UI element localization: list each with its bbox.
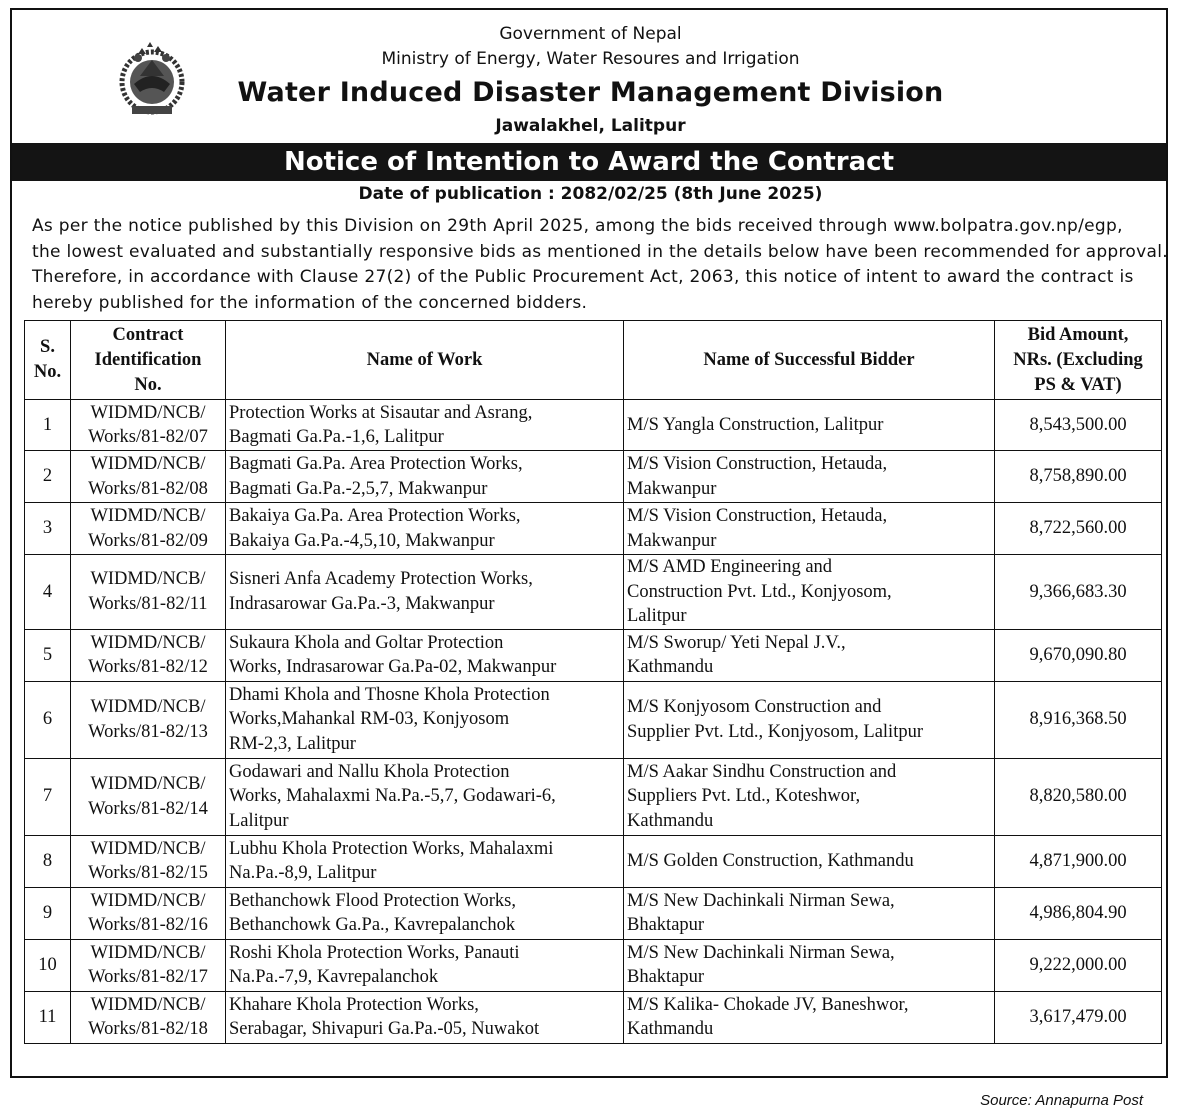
contract-id-line: WIDMD/NCB/: [90, 454, 206, 474]
bid-amount-cell: 9,670,090.80: [995, 629, 1162, 681]
contract-id-cell: [71, 758, 226, 835]
work-line: Works, Indrasarowar Ga.Pa-02, Makwanpur: [229, 657, 557, 677]
contract-id-cell: [71, 400, 226, 451]
name-of-work-cell: [226, 629, 624, 681]
contract-id-line: WIDMD/NCB/: [90, 569, 206, 590]
government-name: Government of Nepal: [499, 24, 682, 44]
contract-id-line: WIDMD/NCB/: [90, 942, 206, 963]
work-line: Roshi Khola Protection Works, Panauti: [229, 942, 520, 963]
bidder-line: M/S Sworup/ Yeti Nepal J.V.,: [627, 632, 846, 653]
successful-bidder-cell: [624, 939, 995, 991]
bidder-line: M/S New Dachinkali Nirman Sewa,: [627, 890, 895, 911]
bidder-line: Suppliers Pvt. Ltd., Koteshwor,: [627, 786, 861, 807]
work-line: Bagmati Ga.Pa.-1,6, Lalitpur: [229, 427, 444, 447]
name-of-work-cell: [226, 758, 624, 835]
work-line: Sisneri Anfa Academy Protection Works,: [229, 569, 533, 590]
header-successful-bidder: [624, 321, 995, 400]
name-of-work-cell: [226, 681, 624, 758]
contract-id-line: Works/81-82/15: [88, 863, 208, 883]
bidder-line: Kathmandu: [627, 810, 714, 831]
table-row: [25, 887, 1162, 939]
contract-id-cell: [71, 451, 226, 503]
serial-number-cell: 10: [25, 939, 71, 991]
bidder-line: Bhaktapur: [627, 967, 705, 987]
table-row: [25, 400, 1162, 451]
bid-amount-cell: 3,617,479.00: [995, 991, 1162, 1043]
bid-amount-cell: 9,222,000.00: [995, 939, 1162, 991]
successful-bidder-cell: [624, 681, 995, 758]
bid-amount-cell: 4,986,804.90: [995, 887, 1162, 939]
work-line: Protection Works at Sisautar and Asrang,: [229, 402, 533, 423]
paragraph-line: hereby published for the information of the concerned bidders.: [32, 292, 588, 313]
bidder-line: M/S AMD Engineering and: [627, 557, 833, 577]
notice-title: Notice of Intention to Award the Contract: [12, 143, 1166, 181]
header-bid-amount: [995, 321, 1162, 400]
serial-number-cell: 3: [25, 503, 71, 555]
notice-paragraph: [32, 214, 1168, 316]
contract-id-line: Works/81-82/16: [88, 915, 208, 935]
table-row: [25, 758, 1162, 835]
name-of-work-cell: [226, 400, 624, 451]
successful-bidder-cell: [624, 503, 995, 555]
bidder-line: M/S Vision Construction, Hetauda,: [627, 454, 888, 474]
table-row: [25, 991, 1162, 1043]
work-line: Works, Mahalaxmi Na.Pa.-5,7, Godawari-6,: [229, 786, 556, 807]
header-line: Contract: [112, 324, 184, 345]
bidder-line: Kathmandu: [627, 657, 714, 677]
work-line: Bethanchowk Flood Protection Works,: [229, 890, 516, 911]
header-line: PS & VAT): [1034, 374, 1122, 395]
header-line: Identification: [94, 349, 202, 370]
table-row: [25, 681, 1162, 758]
table-row: [25, 835, 1162, 887]
contract-id-line: Works/81-82/08: [88, 478, 208, 499]
bidder-line: M/S Vision Construction, Hetauda,: [627, 506, 888, 526]
work-line: RM-2,3, Lalitpur: [229, 733, 356, 754]
contract-id-line: WIDMD/NCB/: [90, 697, 206, 717]
name-of-work-cell: [226, 555, 624, 630]
header-serial-number: [25, 321, 71, 400]
work-line: Bethanchowk Ga.Pa., Kavrepalanchok: [229, 915, 516, 935]
work-line: Lalitpur: [229, 810, 289, 831]
successful-bidder-cell: [624, 887, 995, 939]
bid-amount-cell: 8,758,890.00: [995, 451, 1162, 503]
contract-id-line: Works/81-82/12: [88, 657, 208, 677]
contract-id-cell: [71, 681, 226, 758]
contract-id-cell: [71, 503, 226, 555]
name-of-work-cell: [226, 991, 624, 1043]
work-line: Dhami Khola and Thosne Khola Protection: [229, 684, 550, 705]
contract-id-cell: [71, 887, 226, 939]
successful-bidder-cell: [624, 991, 995, 1043]
work-line: Godawari and Nallu Khola Protection: [229, 761, 510, 782]
contract-id-line: Works/81-82/17: [88, 967, 208, 987]
bidder-line: Bhaktapur: [627, 915, 705, 935]
header-line: Name of Work: [366, 349, 483, 370]
award-table: [24, 320, 1162, 1044]
contract-id-cell: [71, 939, 226, 991]
header-contract-id: [71, 321, 226, 400]
award-table-body: [25, 400, 1162, 1044]
contract-id-line: Works/81-82/11: [88, 593, 208, 614]
bidder-line: M/S Yangla Construction, Lalitpur: [627, 414, 884, 435]
table-header-row: [25, 321, 1162, 400]
name-of-work-cell: [226, 835, 624, 887]
work-line: Khahare Khola Protection Works,: [229, 994, 479, 1015]
name-of-work-cell: [226, 451, 624, 503]
contract-id-line: WIDMD/NCB/: [90, 402, 206, 423]
contract-id-line: Works/81-82/09: [88, 530, 208, 551]
contract-id-line: Works/81-82/18: [88, 1019, 208, 1039]
table-row: [25, 451, 1162, 503]
serial-number-cell: 8: [25, 835, 71, 887]
contract-id-cell: [71, 629, 226, 681]
table-row: [25, 939, 1162, 991]
bid-amount-cell: 9,366,683.30: [995, 555, 1162, 630]
bidder-line: M/S Golden Construction, Kathmandu: [627, 850, 914, 871]
contract-id-cell: [71, 991, 226, 1043]
paragraph-line: the lowest evaluated and substantially responsive bids as mentioned in the details below have been recommended for approval.: [32, 241, 1168, 262]
contract-id-line: WIDMD/NCB/: [90, 774, 206, 794]
work-line: Bakaiya Ga.Pa. Area Protection Works,: [229, 506, 521, 526]
bidder-line: Makwanpur: [627, 530, 717, 551]
bid-amount-cell: 8,820,580.00: [995, 758, 1162, 835]
successful-bidder-cell: [624, 629, 995, 681]
work-line: Na.Pa.-8,9, Lalitpur: [229, 863, 377, 883]
work-line: Na.Pa.-7,9, Kavrepalanchok: [229, 967, 439, 987]
table-row: [25, 555, 1162, 630]
successful-bidder-cell: [624, 400, 995, 451]
header-line: Bid Amount,: [1027, 324, 1129, 345]
contract-id-cell: [71, 835, 226, 887]
work-line: Bagmati Ga.Pa.-2,5,7, Makwanpur: [229, 478, 488, 499]
successful-bidder-cell: [624, 758, 995, 835]
header-line: Name of Successful Bidder: [703, 349, 915, 370]
contract-id-line: Works/81-82/14: [88, 798, 208, 819]
contract-id-line: Works/81-82/07: [88, 427, 208, 447]
bidder-line: M/S Konjyosom Construction and: [627, 697, 882, 717]
contract-id-line: WIDMD/NCB/: [90, 838, 206, 859]
serial-number-cell: 11: [25, 991, 71, 1043]
serial-number-cell: 9: [25, 887, 71, 939]
serial-number-cell: 6: [25, 681, 71, 758]
successful-bidder-cell: [624, 835, 995, 887]
serial-number-cell: 2: [25, 451, 71, 503]
serial-number-cell: 5: [25, 629, 71, 681]
successful-bidder-cell: [624, 555, 995, 630]
bidder-line: Construction Pvt. Ltd., Konjyosom,: [627, 581, 892, 602]
bidder-line: Makwanpur: [627, 478, 717, 499]
bid-amount-cell: 8,916,368.50: [995, 681, 1162, 758]
bid-amount-cell: 8,543,500.00: [995, 400, 1162, 451]
header-line: S.: [40, 337, 55, 357]
work-line: Sukaura Khola and Goltar Protection: [229, 632, 504, 653]
contract-id-cell: [71, 555, 226, 630]
work-line: Serabagar, Shivapuri Ga.Pa.-05, Nuwakot: [229, 1019, 540, 1039]
bidder-line: Kathmandu: [627, 1019, 714, 1039]
paragraph-line: As per the notice published by this Division on 29th April 2025, among the bids received through www.bolpatra.gov.np/egp,: [32, 216, 1123, 236]
work-line: Lubhu Khola Protection Works, Mahalaxmi: [229, 838, 554, 859]
name-of-work-cell: [226, 503, 624, 555]
contract-id-line: Works/81-82/13: [88, 721, 208, 742]
ministry-name: Ministry of Energy, Water Resoures and Irrigation: [381, 49, 800, 69]
serial-number-cell: 7: [25, 758, 71, 835]
bid-amount-cell: 8,722,560.00: [995, 503, 1162, 555]
table-row: [25, 503, 1162, 555]
work-line: Works,Mahankal RM-03, Konjyosom: [229, 709, 510, 730]
serial-number-cell: 1: [25, 400, 71, 451]
header-name-of-work: [226, 321, 624, 400]
contract-id-line: WIDMD/NCB/: [90, 890, 206, 911]
bidder-line: M/S Kalika- Chokade JV, Baneshwor,: [627, 994, 909, 1015]
paragraph-line: Therefore, in accordance with Clause 27(2) of the Public Procurement Act, 2063, this notice of intent to award the contract is: [32, 267, 1134, 287]
bidder-line: Supplier Pvt. Ltd., Konjyosom, Lalitpur: [627, 721, 923, 742]
name-of-work-cell: [226, 939, 624, 991]
division-name: Water Induced Disaster Management Division: [237, 77, 944, 108]
name-of-work-cell: [226, 887, 624, 939]
work-line: Indrasarowar Ga.Pa.-3, Makwanpur: [229, 593, 495, 614]
division-location: Jawalakhel, Lalitpur: [495, 116, 686, 136]
header-line: No.: [33, 362, 62, 382]
publication-date: Date of publication : 2082/02/25 (8th June 2025): [358, 184, 823, 204]
header-line: NRs. (Excluding: [1013, 349, 1143, 370]
contract-id-line: WIDMD/NCB/: [90, 994, 206, 1015]
table-row: [25, 629, 1162, 681]
contract-id-line: WIDMD/NCB/: [90, 632, 206, 653]
contract-id-line: WIDMD/NCB/: [90, 506, 206, 526]
bidder-line: M/S New Dachinkali Nirman Sewa,: [627, 942, 895, 963]
bidder-line: M/S Aakar Sindhu Construction and: [627, 761, 897, 782]
serial-number-cell: 4: [25, 555, 71, 630]
header-line: No.: [134, 374, 162, 395]
source-credit: Source: Annapurna Post: [980, 1092, 1143, 1109]
bidder-line: Lalitpur: [627, 606, 687, 626]
work-line: Bakaiya Ga.Pa.-4,5,10, Makwanpur: [229, 530, 495, 551]
work-line: Bagmati Ga.Pa. Area Protection Works,: [229, 454, 523, 474]
bid-amount-cell: 4,871,900.00: [995, 835, 1162, 887]
successful-bidder-cell: [624, 451, 995, 503]
